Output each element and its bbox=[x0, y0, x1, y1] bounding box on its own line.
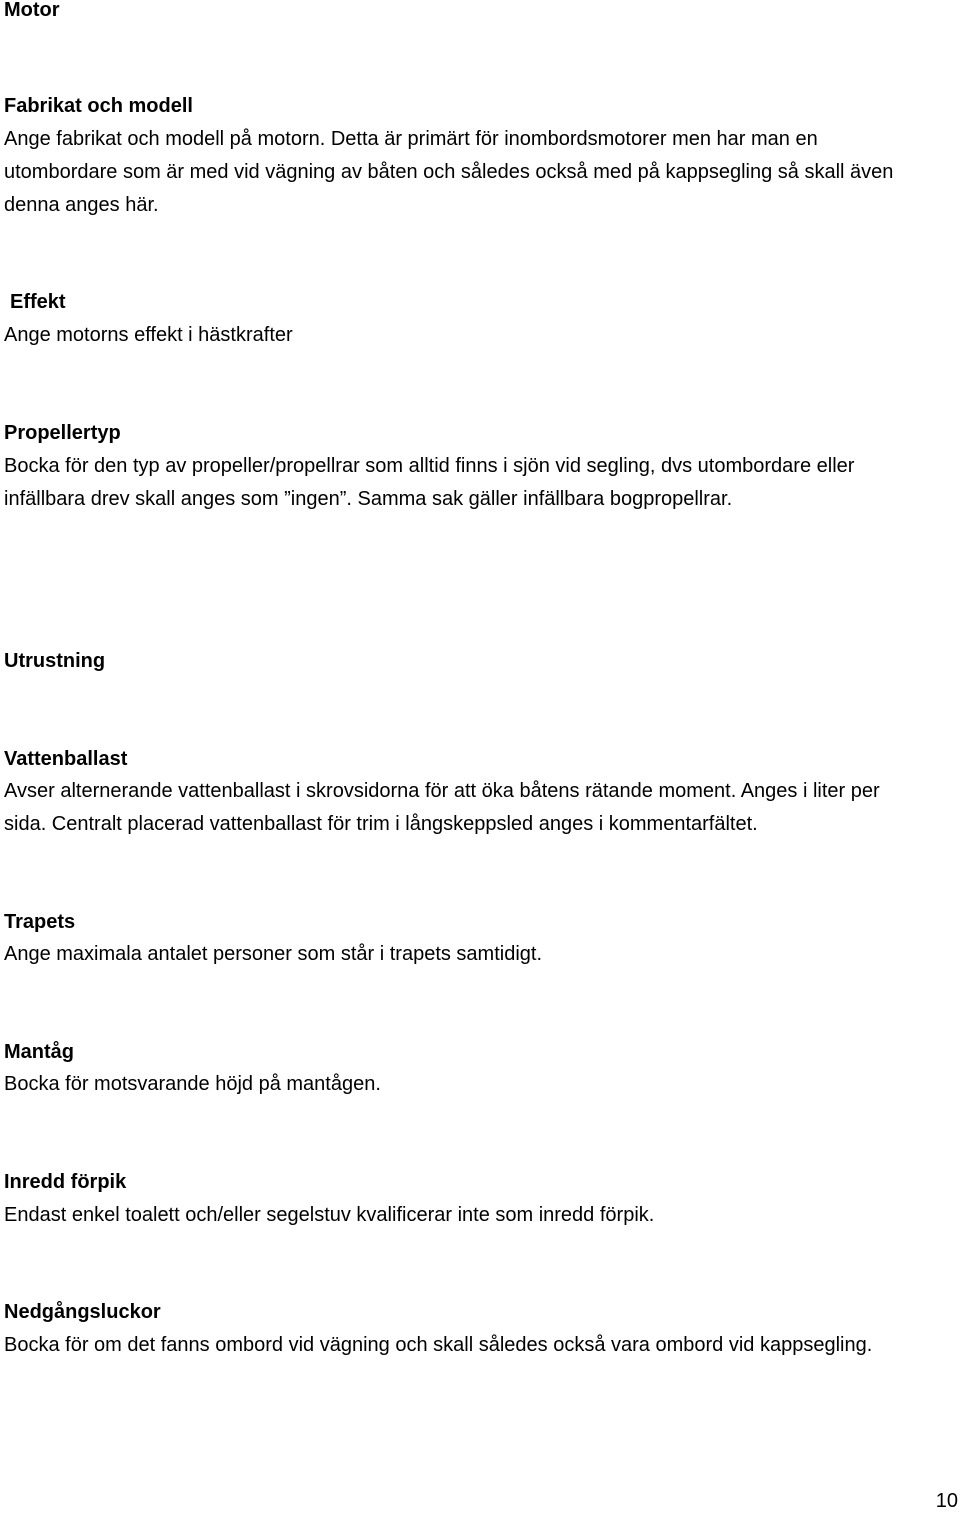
nedgangsluckor-line-1: Bocka för om det fanns ombord vid vägning och skall således också vara ombord vid kappsegling. bbox=[4, 1334, 873, 1356]
heading-vattenballast: Vattenballast bbox=[4, 748, 128, 770]
heading-effekt: Effekt bbox=[10, 291, 66, 313]
heading-trapets: Trapets bbox=[4, 911, 76, 933]
propellertyp-line-1: Bocka för den typ av propeller/propellrar som alltid finns i sjön vid segling, dvs utombordare eller bbox=[4, 455, 855, 477]
fabrikat-line-2: utombordare som är med vid vägning av båten och således också med på kappsegling så skall även bbox=[4, 161, 894, 183]
heading-forpik: Inredd förpik bbox=[4, 1171, 127, 1193]
vattenballast-line-2: sida. Centralt placerad vattenballast för trim i långskeppsled anges i kommentarfältet. bbox=[4, 813, 758, 835]
vattenballast-line-1: Avser alternerande vattenballast i skrovsidorna för att öka båtens rätande moment. Anges i liter per bbox=[4, 780, 880, 802]
heading-propellertyp: Propellertyp bbox=[4, 422, 121, 444]
heading-fabrikat: Fabrikat och modell bbox=[4, 95, 193, 117]
propellertyp-line-2: infällbara drev skall anges som ”ingen”. Samma sak gäller infällbara bogpropellrar. bbox=[4, 488, 733, 510]
mantag-line-1: Bocka för motsvarande höjd på mantågen. bbox=[4, 1073, 381, 1095]
page-number: 10 bbox=[935, 1490, 958, 1512]
page-title: Motor bbox=[4, 0, 60, 21]
forpik-line-1: Endast enkel toalett och/eller segelstuv kvalificerar inte som inredd förpik. bbox=[4, 1204, 655, 1226]
heading-utrustning: Utrustning bbox=[4, 650, 106, 672]
heading-nedgangsluckor: Nedgångsluckor bbox=[4, 1301, 161, 1323]
effekt-line-1: Ange motorns effekt i hästkrafter bbox=[4, 324, 293, 346]
heading-mantag: Mantåg bbox=[4, 1041, 74, 1063]
trapets-line-1: Ange maximala antalet personer som står i trapets samtidigt. bbox=[4, 943, 543, 965]
fabrikat-line-1: Ange fabrikat och modell på motorn. Detta är primärt för inombordsmotorer men har man en bbox=[4, 128, 818, 150]
fabrikat-line-3: denna anges här. bbox=[4, 194, 159, 216]
